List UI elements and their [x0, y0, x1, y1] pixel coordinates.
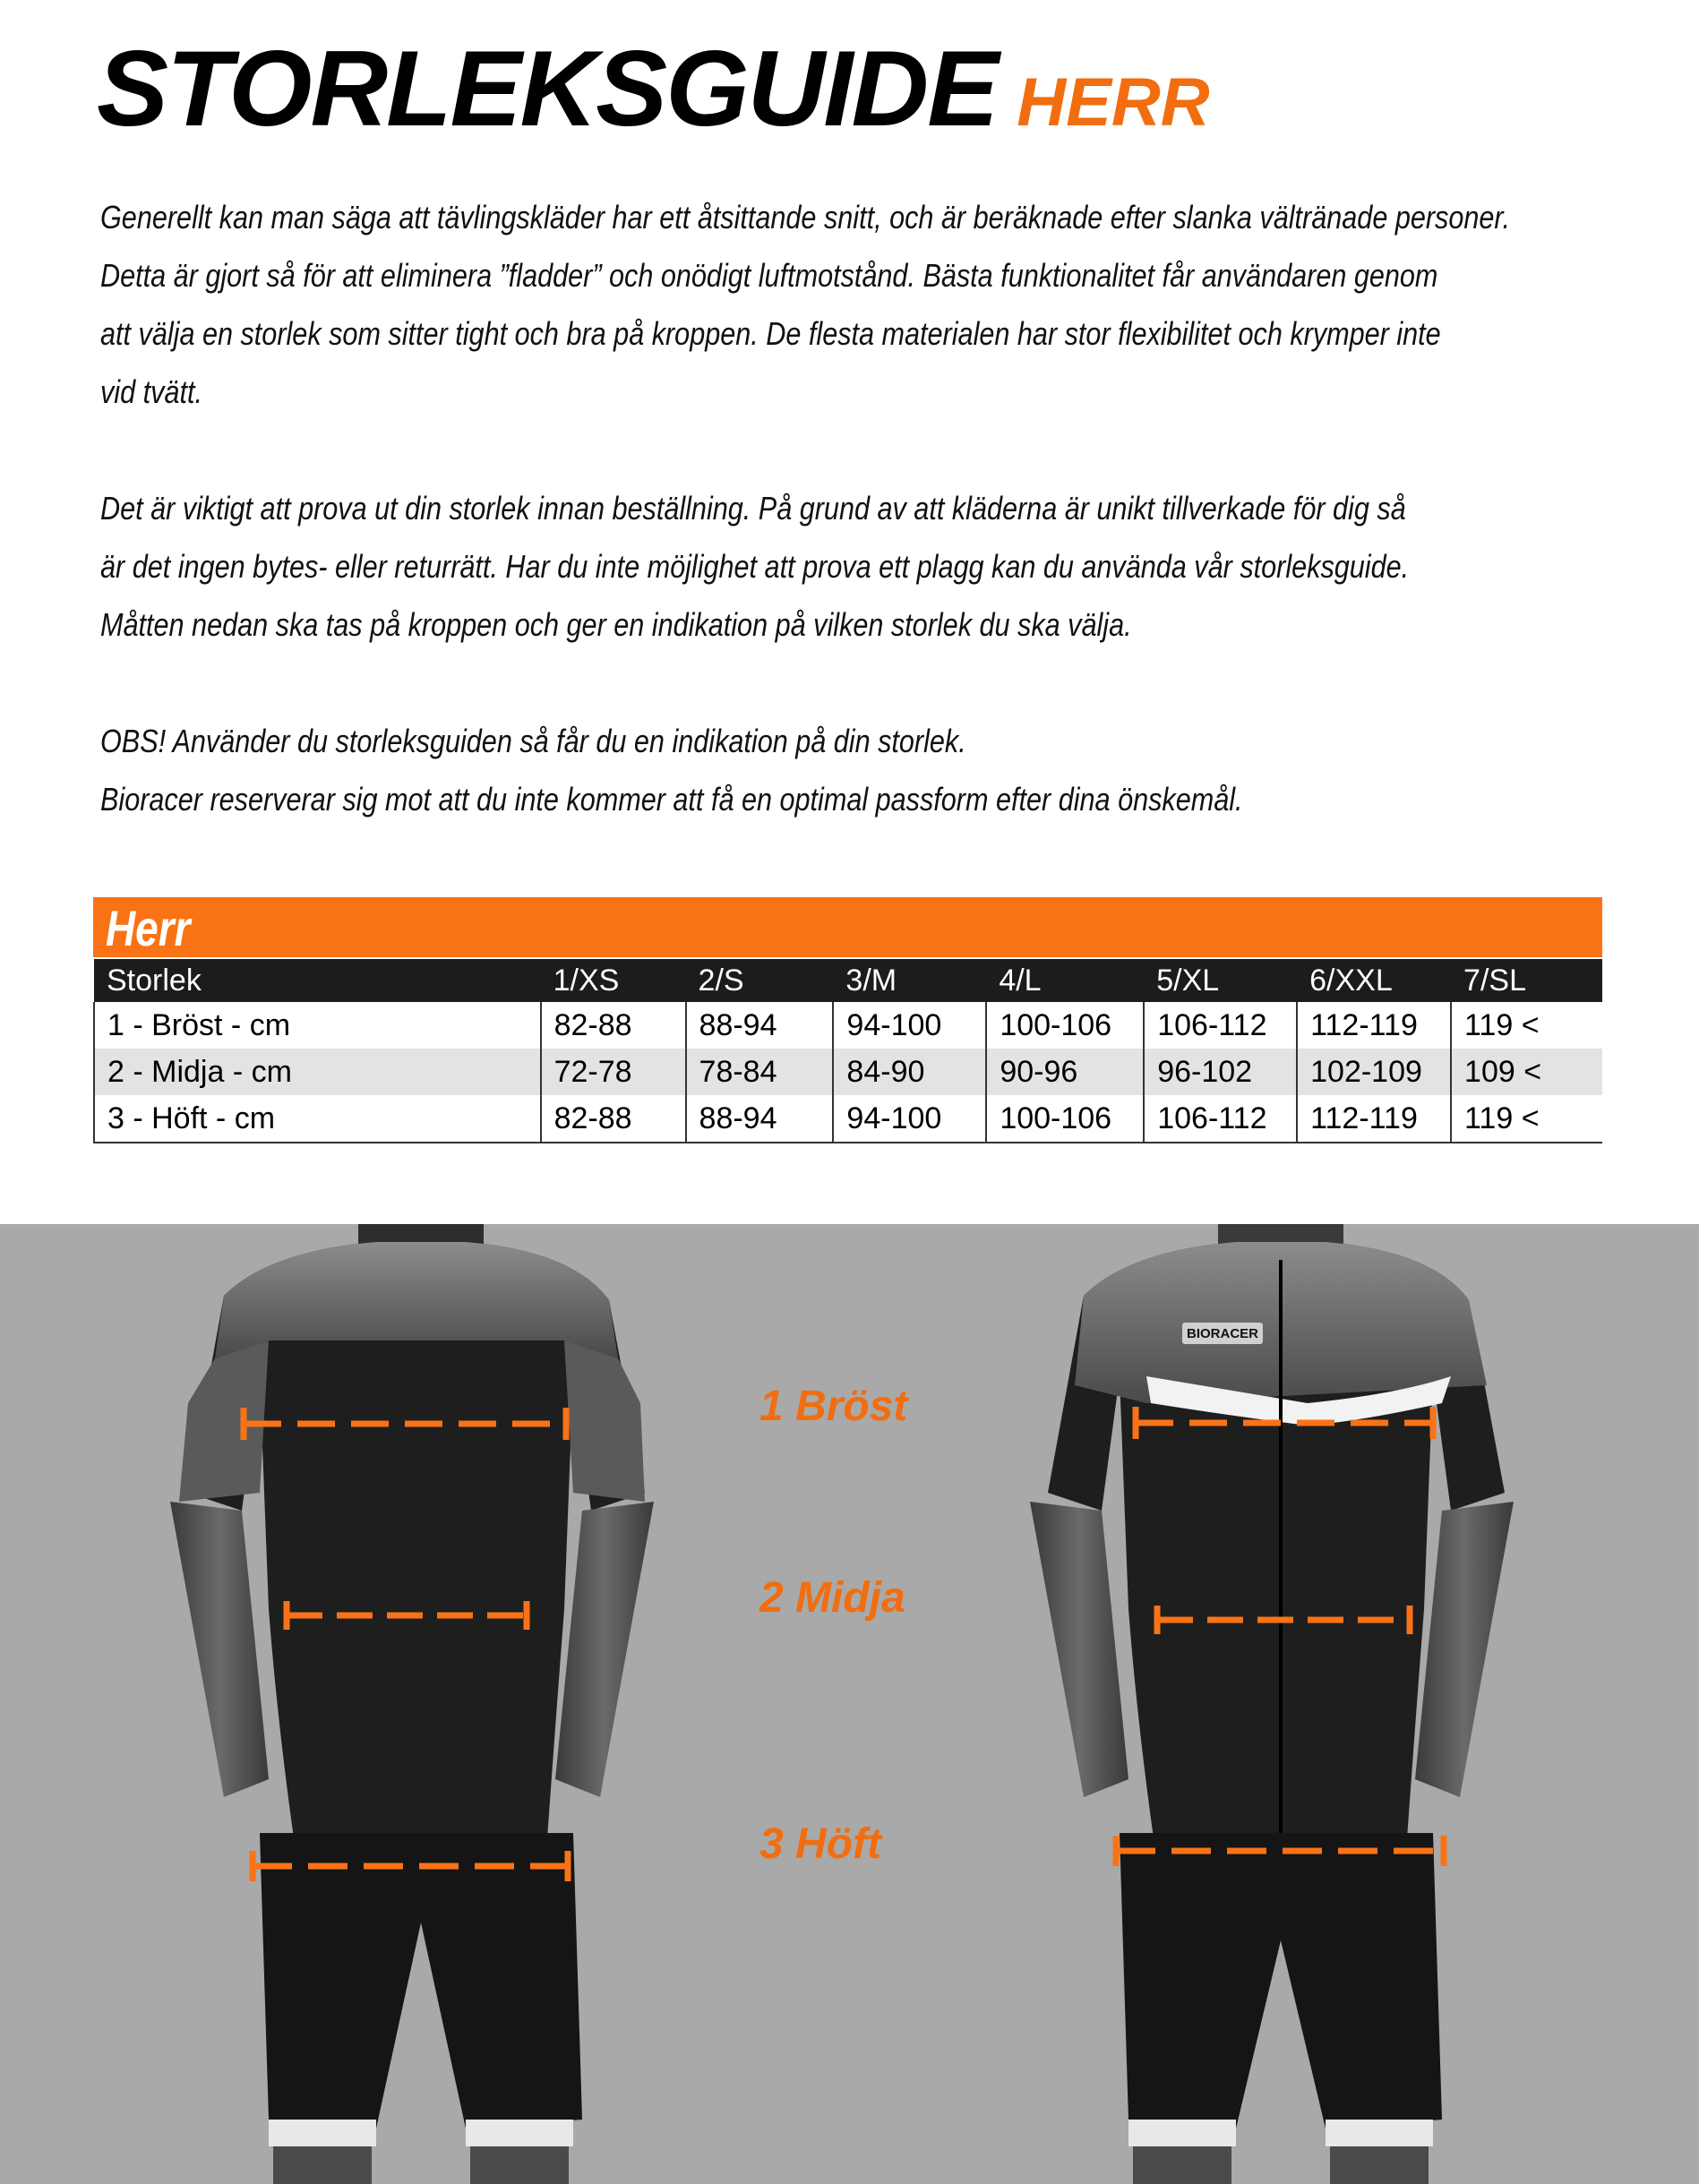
back-shorts	[260, 1833, 582, 2128]
table-cell: 84-90	[833, 1049, 986, 1095]
table-cell: 119 <	[1451, 1095, 1602, 1143]
table-cell: 94-100	[833, 1095, 986, 1143]
table-cell: 94-100	[833, 1002, 986, 1049]
table-band-label: Herr	[106, 900, 191, 956]
table-cell: 112-119	[1297, 1002, 1451, 1049]
back-left-arm	[170, 1502, 269, 1797]
back-left-leg-band	[269, 2120, 376, 2146]
back-right-arm	[555, 1502, 654, 1797]
front-left-leg	[1133, 2146, 1231, 2184]
table-cell: 100-106	[986, 1002, 1144, 1049]
intro-line: Generellt kan man säga att tävlingskläder har ett åtsittande snitt, och är beräknade efter slanka vältränade personer.	[100, 199, 1510, 236]
table-cell: 119 <	[1451, 1002, 1602, 1049]
table-cell: 102-109	[1297, 1049, 1451, 1095]
table-cell: 100-106	[986, 1095, 1144, 1143]
front-right-leg	[1330, 2146, 1429, 2184]
intro-paragraph-2	[100, 479, 1440, 654]
table-cell: 112-119	[1297, 1095, 1451, 1143]
label-chest: 1 Bröst	[759, 1383, 908, 1430]
table-cell: 109 <	[1451, 1049, 1602, 1095]
front-left-arm	[1030, 1502, 1128, 1797]
row-label: 2 - Midja - cm	[94, 1049, 541, 1095]
table-header-row	[94, 959, 1602, 1002]
table-cell: 78-84	[686, 1049, 834, 1095]
intro-line: att välja en storlek som sitter tight och bra på kroppen. De flesta materialen har stor flexibilitet och krymper inte	[100, 315, 1441, 352]
athlete-front-view	[1030, 1224, 1514, 2184]
size-table	[93, 959, 1602, 1143]
front-left-leg-band	[1128, 2120, 1236, 2146]
front-shorts	[1120, 1833, 1442, 2128]
label-waist: 2 Midja	[759, 1574, 905, 1622]
table-row	[94, 1049, 1602, 1095]
header-cell: Storlek	[94, 959, 541, 1002]
table-cell: 96-102	[1144, 1049, 1297, 1095]
front-right-arm	[1415, 1502, 1514, 1797]
intro-paragraph-1	[100, 188, 1510, 421]
header-cell: 7/SL	[1451, 959, 1602, 1002]
table-row	[94, 1095, 1602, 1143]
intro-paragraph-3	[100, 712, 1440, 828]
measurement-photo	[0, 1224, 1699, 2184]
intro-line: Det är viktigt att prova ut din storlek innan beställning. På grund av att kläderna är unikt tillverkade för dig så	[100, 490, 1406, 527]
table-cell: 88-94	[686, 1002, 834, 1049]
table-cell: 82-88	[541, 1002, 686, 1049]
header-cell: 3/M	[833, 959, 986, 1002]
table-cell: 82-88	[541, 1095, 686, 1143]
intro-line: Detta är gjort så för att eliminera ”fladder” och onödigt luftmotstånd. Bästa funktionalitet får användaren genom	[100, 257, 1438, 294]
table-cell: 106-112	[1144, 1002, 1297, 1049]
brand-logo: BIORACER	[1186, 1326, 1259, 1341]
intro-text	[100, 188, 1677, 886]
row-label: 3 - Höft - cm	[94, 1095, 541, 1143]
front-right-leg-band	[1326, 2120, 1433, 2146]
intro-line: Bioracer reserverar sig mot att du inte kommer att få en optimal passform efter dina önskemål.	[100, 781, 1243, 818]
label-hip: 3 Höft	[759, 1820, 881, 1868]
back-right-leg-band	[466, 2120, 573, 2146]
header-cell: 4/L	[986, 959, 1144, 1002]
intro-line: Måtten nedan ska tas på kroppen och ger en indikation på vilken storlek du ska välja.	[100, 606, 1132, 643]
table-cell: 72-78	[541, 1049, 686, 1095]
table-cell: 88-94	[686, 1095, 834, 1143]
athletes-illustration	[0, 1224, 1699, 2184]
page-title	[97, 27, 1210, 150]
table-cell: 106-112	[1144, 1095, 1297, 1143]
table-cell: 90-96	[986, 1049, 1144, 1095]
back-left-leg	[273, 2146, 372, 2184]
table-row	[94, 1002, 1602, 1049]
table-band	[93, 897, 1602, 957]
header-cell: 6/XXL	[1297, 959, 1451, 1002]
title-main: STORLEKSGUIDE	[97, 29, 998, 149]
row-label: 1 - Bröst - cm	[94, 1002, 541, 1049]
header-cell: 5/XL	[1144, 959, 1297, 1002]
intro-line: är det ingen bytes- eller returrätt. Har du inte möjlighet att prova ett plagg kan du använda vår storleksguide.	[100, 548, 1410, 585]
intro-line: vid tvätt.	[100, 373, 202, 410]
header-cell: 1/XS	[541, 959, 686, 1002]
athlete-back-view	[170, 1224, 654, 2184]
intro-line: OBS! Använder du storleksguiden så får du en indikation på din storlek.	[100, 723, 966, 759]
title-sub: HERR	[1017, 64, 1210, 141]
header-cell: 2/S	[686, 959, 834, 1002]
back-right-sleeve	[564, 1340, 645, 1502]
back-right-leg	[470, 2146, 569, 2184]
